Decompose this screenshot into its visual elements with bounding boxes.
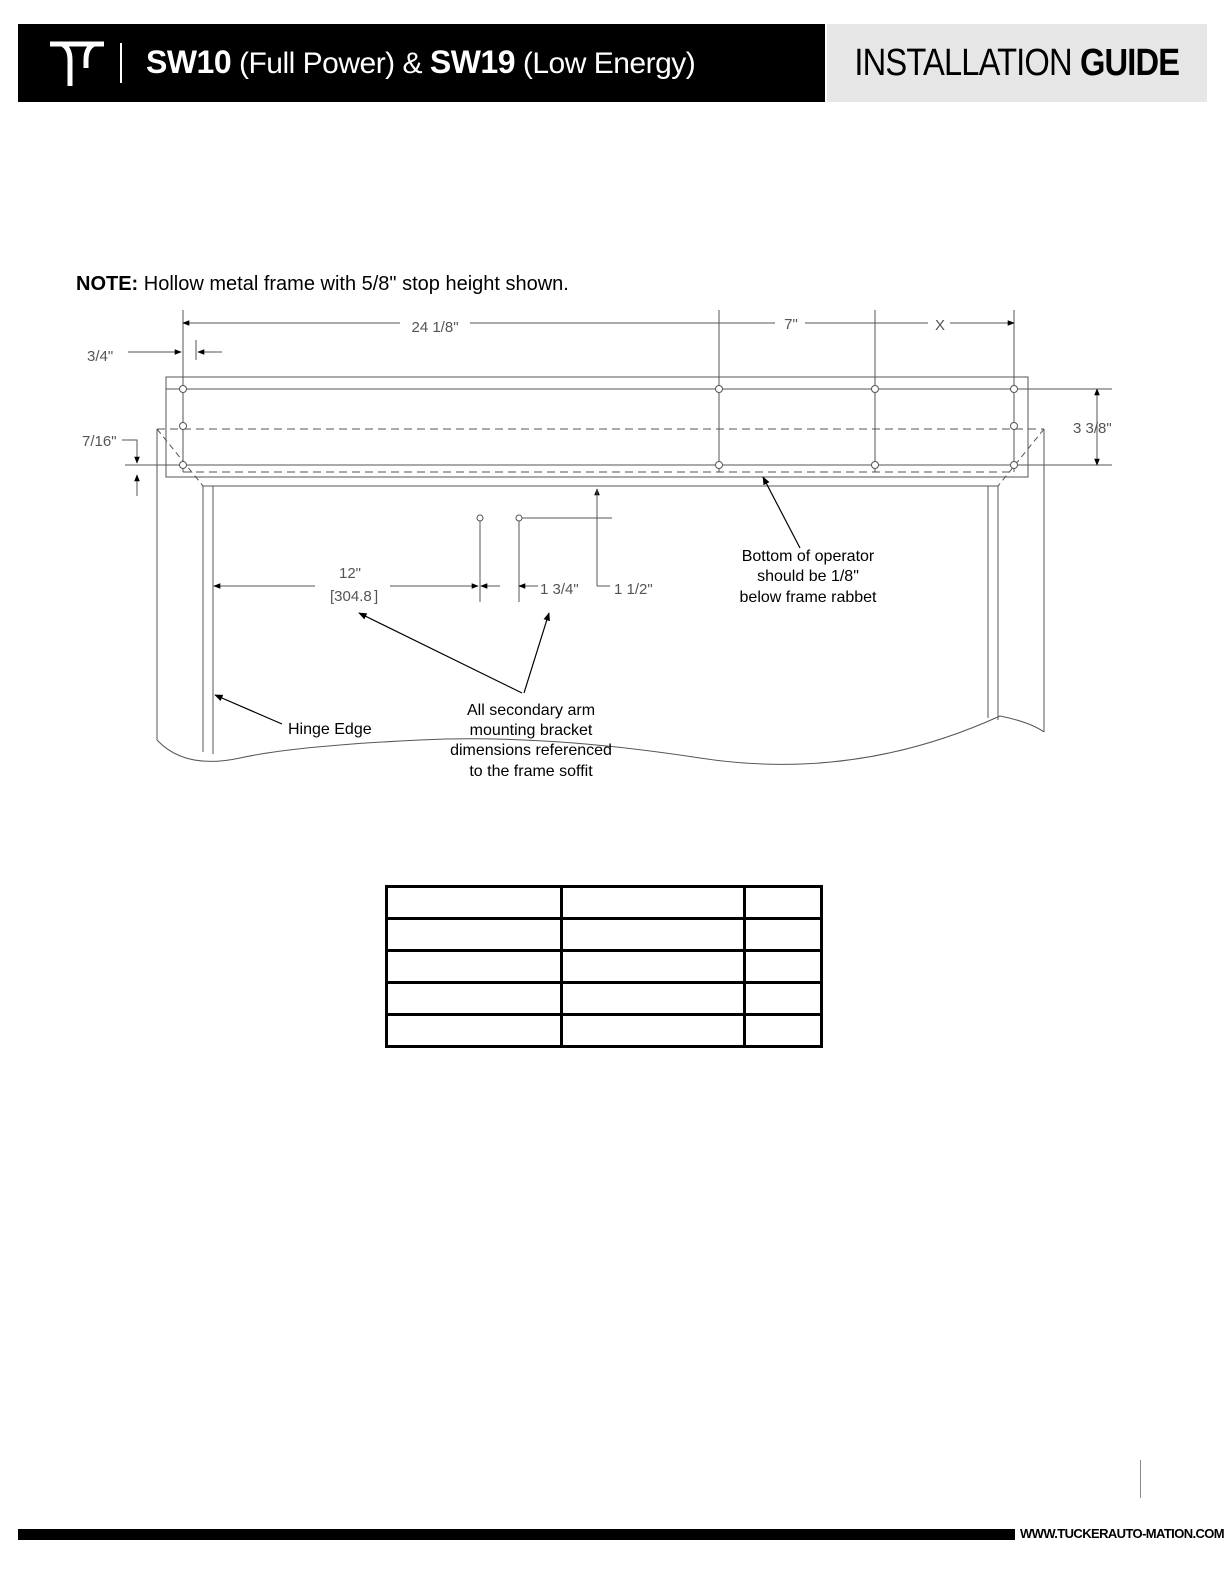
operator-callout-line-1: Bottom of operator	[741, 548, 875, 565]
spec-table	[385, 885, 823, 1048]
table-cell	[387, 983, 562, 1015]
secondary-callout-line-1: All secondary arm	[466, 702, 596, 719]
footer-url: WWW.TUCKERAUTO-MATION.COM	[1020, 1526, 1225, 1541]
page-marker	[1140, 1460, 1141, 1498]
dim-304-8-close: ]	[374, 588, 379, 605]
table-cell	[745, 951, 822, 983]
dim-7: 7"	[784, 316, 798, 333]
table-cell	[562, 951, 745, 983]
operator-callout	[740, 548, 878, 606]
tucker-logo-icon	[48, 38, 108, 90]
guide-banner	[827, 24, 1207, 102]
table-row	[387, 887, 822, 919]
dim-12: 12"	[338, 565, 362, 582]
table-cell	[562, 919, 745, 951]
table-cell	[745, 1015, 822, 1047]
guide-title	[855, 42, 1180, 85]
secondary-arm-callout	[450, 702, 612, 780]
footer-bar	[18, 1529, 1015, 1540]
mounting-holes	[180, 386, 1018, 522]
operator-callout-line-3: below frame rabbet	[739, 589, 877, 606]
model-title	[146, 44, 695, 81]
table-cell	[745, 983, 822, 1015]
note-label: NOTE:	[76, 273, 139, 295]
table-cell	[387, 887, 562, 919]
model-b-desc: (Low Energy)	[522, 47, 696, 80]
dim-x: X	[934, 317, 946, 334]
model-a-name: SW10	[146, 44, 232, 80]
note-text: Hollow metal frame with 5/8" stop height shown.	[143, 273, 569, 295]
dim-3-4: 3/4"	[87, 348, 114, 365]
secondary-callout-line-4: to the frame soffit	[469, 763, 593, 780]
model-a-desc: (Full Power) &	[238, 47, 423, 80]
dim-1-3-4: 1 3/4"	[540, 581, 579, 598]
table-cell	[387, 951, 562, 983]
table-cell	[562, 887, 745, 919]
guide-title-light: INSTALLATION	[854, 41, 1072, 84]
logo-divider	[120, 43, 122, 83]
dim-304-8: [304.8	[330, 588, 372, 605]
installation-drawing	[0, 300, 1225, 800]
hinge-edge-label: Hinge Edge	[288, 721, 372, 738]
dim-7-16: 7/16"	[82, 433, 117, 450]
table-cell	[562, 1015, 745, 1047]
table-cell	[745, 887, 822, 919]
table-cell	[745, 919, 822, 951]
table-cell	[387, 919, 562, 951]
dim-1-1-2: 1 1/2"	[614, 581, 653, 598]
table-row	[387, 1015, 822, 1047]
guide-title-bold: GUIDE	[1080, 41, 1180, 84]
header-bar	[18, 24, 825, 102]
operator-callout-line-2: should be 1/8"	[757, 568, 859, 585]
table-cell	[387, 1015, 562, 1047]
model-b-name: SW19	[429, 44, 516, 80]
note	[76, 273, 569, 296]
table-row	[387, 983, 822, 1015]
dim-3-3-8: 3 3/8"	[1073, 420, 1112, 437]
operator-header	[166, 377, 1028, 477]
table-row	[387, 951, 822, 983]
dim-24-1-8: 24 1/8"	[411, 319, 459, 336]
table-cell	[562, 983, 745, 1015]
secondary-callout-line-2: mounting bracket	[469, 722, 593, 739]
table-row	[387, 919, 822, 951]
secondary-callout-line-3: dimensions referenced	[450, 742, 612, 759]
